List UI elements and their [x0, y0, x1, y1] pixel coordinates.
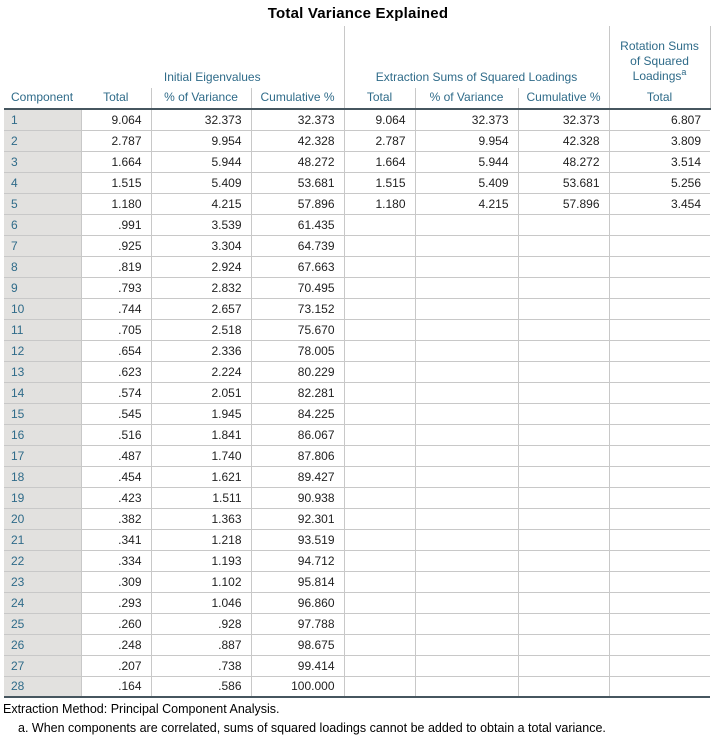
extraction-total-cell: 1.664: [344, 151, 415, 172]
extraction-total-cell: [344, 487, 415, 508]
initial-cumulative-pct-cell: 98.675: [251, 634, 344, 655]
extraction-pct-variance-cell: 4.215: [415, 193, 518, 214]
table-row: [4, 340, 710, 361]
initial-pct-variance-cell: 1.945: [151, 403, 251, 424]
extraction-pct-variance-cell: [415, 298, 518, 319]
extraction-total-cell: [344, 403, 415, 424]
extraction-total-cell: [344, 550, 415, 571]
table-row: [4, 193, 710, 214]
extraction-total-cell: [344, 319, 415, 340]
component-cell: 16: [4, 424, 81, 445]
table-row: [4, 634, 710, 655]
initial-total-cell: 1.180: [81, 193, 151, 214]
rotation-total-cell: [609, 487, 710, 508]
table-row: [4, 424, 710, 445]
extraction-cumulative-pct-cell: 53.681: [518, 172, 609, 193]
initial-total-cell: .248: [81, 634, 151, 655]
extraction-sums-group-header: Extraction Sums of Squared Loadings: [344, 26, 609, 88]
initial-cumulative-pct-cell: 82.281: [251, 382, 344, 403]
extraction-pct-variance-cell: [415, 676, 518, 697]
extraction-cumulative-pct-cell: [518, 550, 609, 571]
initial-pct-variance-cell: 1.102: [151, 571, 251, 592]
initial-pct-variance-cell: 5.944: [151, 151, 251, 172]
initial-total-cell: .293: [81, 592, 151, 613]
table-row: [4, 151, 710, 172]
extraction-cumulative-pct-cell: [518, 466, 609, 487]
table-row: [4, 403, 710, 424]
rotation-total-cell: [609, 340, 710, 361]
initial-pct-variance-cell: 5.409: [151, 172, 251, 193]
extraction-pct-variance-cell: 5.409: [415, 172, 518, 193]
initial-total-cell: .925: [81, 235, 151, 256]
extraction-total-cell: [344, 529, 415, 550]
extraction-total-cell: [344, 613, 415, 634]
table-row: [4, 361, 710, 382]
extraction-pct-variance-cell: [415, 340, 518, 361]
initial-cumulative-pct-cell: 87.806: [251, 445, 344, 466]
initial-pct-variance-cell: 2.657: [151, 298, 251, 319]
initial-cumulative-pct-cell: 80.229: [251, 361, 344, 382]
initial-cumulative-pct-cell: 96.860: [251, 592, 344, 613]
extraction-total-cell: [344, 340, 415, 361]
extraction-pct-variance-header: % of Variance: [415, 88, 518, 109]
table-row: [4, 550, 710, 571]
component-cell: 1: [4, 109, 81, 130]
initial-total-cell: .819: [81, 256, 151, 277]
component-cell: 5: [4, 193, 81, 214]
table-row: [4, 235, 710, 256]
extraction-total-cell: [344, 634, 415, 655]
extraction-cumulative-pct-cell: [518, 571, 609, 592]
initial-cumulative-pct-cell: 53.681: [251, 172, 344, 193]
extraction-pct-variance-cell: [415, 550, 518, 571]
component-cell: 21: [4, 529, 81, 550]
component-cell: 23: [4, 571, 81, 592]
initial-pct-variance-cell: 9.954: [151, 130, 251, 151]
rotation-total-cell: [609, 634, 710, 655]
rotation-total-cell: [609, 592, 710, 613]
initial-pct-variance-cell: 1.218: [151, 529, 251, 550]
table-row: [4, 298, 710, 319]
component-cell: 7: [4, 235, 81, 256]
initial-total-cell: .744: [81, 298, 151, 319]
extraction-total-cell: [344, 676, 415, 697]
rotation-total-cell: [609, 508, 710, 529]
rotation-total-cell: 3.514: [609, 151, 710, 172]
initial-cumulative-pct-cell: 90.938: [251, 487, 344, 508]
component-cell: 10: [4, 298, 81, 319]
table-row: [4, 277, 710, 298]
initial-pct-variance-cell: 32.373: [151, 109, 251, 130]
initial-pct-variance-cell: 2.051: [151, 382, 251, 403]
extraction-pct-variance-cell: [415, 487, 518, 508]
component-cell: 26: [4, 634, 81, 655]
extraction-total-cell: 1.180: [344, 193, 415, 214]
table-row: [4, 676, 710, 697]
extraction-pct-variance-cell: [415, 256, 518, 277]
initial-cumulative-pct-cell: 73.152: [251, 298, 344, 319]
initial-total-cell: .793: [81, 277, 151, 298]
component-cell: 17: [4, 445, 81, 466]
table-row: [4, 130, 710, 151]
extraction-pct-variance-cell: [415, 403, 518, 424]
initial-total-cell: 1.664: [81, 151, 151, 172]
extraction-cumulative-pct-cell: [518, 424, 609, 445]
footnote-marker-a: a: [681, 67, 687, 77]
table-row: [4, 613, 710, 634]
rotation-total-cell: [609, 424, 710, 445]
extraction-cumulative-pct-cell: [518, 214, 609, 235]
extraction-pct-variance-cell: [415, 424, 518, 445]
extraction-total-header: Total: [344, 88, 415, 109]
initial-total-cell: .423: [81, 487, 151, 508]
extraction-pct-variance-cell: 9.954: [415, 130, 518, 151]
table-row: [4, 382, 710, 403]
extraction-total-cell: [344, 298, 415, 319]
table-row: [4, 109, 710, 130]
table-title: Total Variance Explained: [267, 5, 449, 22]
extraction-pct-variance-cell: [415, 634, 518, 655]
footnote-a-text: a. When components are correlated, sums of squared loadings cannot be added to obtain a total variance.: [18, 721, 606, 735]
rotation-total-header: Total: [609, 88, 710, 109]
initial-total-cell: .334: [81, 550, 151, 571]
extraction-pct-variance-cell: [415, 571, 518, 592]
rotation-total-cell: 5.256: [609, 172, 710, 193]
initial-pct-variance-cell: 1.193: [151, 550, 251, 571]
initial-cumulative-pct-cell: 84.225: [251, 403, 344, 424]
initial-total-cell: .623: [81, 361, 151, 382]
extraction-pct-variance-cell: [415, 319, 518, 340]
extraction-cumulative-pct-cell: [518, 256, 609, 277]
initial-total-cell: .991: [81, 214, 151, 235]
initial-total-cell: .516: [81, 424, 151, 445]
initial-total-cell: 2.787: [81, 130, 151, 151]
extraction-cumulative-pct-cell: [518, 361, 609, 382]
initial-pct-variance-cell: 4.215: [151, 193, 251, 214]
table-body: [4, 109, 710, 697]
rotation-total-cell: [609, 655, 710, 676]
extraction-cumulative-pct-cell: 57.896: [518, 193, 609, 214]
initial-pct-variance-cell: 2.224: [151, 361, 251, 382]
extraction-pct-variance-cell: [415, 361, 518, 382]
initial-total-cell: .487: [81, 445, 151, 466]
extraction-total-cell: [344, 445, 415, 466]
rotation-sums-group-header: [609, 26, 710, 88]
rotation-total-cell: [609, 277, 710, 298]
initial-pct-variance-cell: 1.621: [151, 466, 251, 487]
initial-pct-variance-cell: 1.841: [151, 424, 251, 445]
initial-pct-variance-cell: .887: [151, 634, 251, 655]
rotation-total-cell: [609, 256, 710, 277]
component-cell: 15: [4, 403, 81, 424]
initial-pct-variance-header: % of Variance: [151, 88, 251, 109]
extraction-cumulative-pct-cell: [518, 382, 609, 403]
extraction-pct-variance-cell: 5.944: [415, 151, 518, 172]
rotation-total-cell: [609, 214, 710, 235]
initial-total-cell: .654: [81, 340, 151, 361]
extraction-method-note: Extraction Method: Principal Component Analysis.: [3, 702, 280, 716]
component-cell: 27: [4, 655, 81, 676]
table-row: [4, 256, 710, 277]
rotation-total-cell: [609, 571, 710, 592]
table-row: [4, 508, 710, 529]
extraction-total-cell: 1.515: [344, 172, 415, 193]
initial-cumulative-pct-cell: 61.435: [251, 214, 344, 235]
rotation-total-cell: [609, 676, 710, 697]
initial-pct-variance-cell: 2.518: [151, 319, 251, 340]
rotation-total-cell: [609, 529, 710, 550]
extraction-total-cell: [344, 466, 415, 487]
initial-cumulative-pct-cell: 78.005: [251, 340, 344, 361]
initial-total-cell: .207: [81, 655, 151, 676]
extraction-total-cell: [344, 235, 415, 256]
component-cell: 19: [4, 487, 81, 508]
extraction-total-cell: [344, 508, 415, 529]
initial-eigenvalues-group-header: Initial Eigenvalues: [163, 70, 261, 84]
initial-total-cell: .705: [81, 319, 151, 340]
extraction-total-cell: [344, 361, 415, 382]
extraction-cumulative-pct-cell: 32.373: [518, 109, 609, 130]
extraction-pct-variance-cell: [415, 214, 518, 235]
extraction-total-cell: [344, 214, 415, 235]
component-cell: 6: [4, 214, 81, 235]
initial-pct-variance-cell: 2.924: [151, 256, 251, 277]
rotation-group-label: Rotation Sums of Squared Loadings: [620, 39, 699, 83]
extraction-total-cell: [344, 571, 415, 592]
extraction-cumulative-pct-cell: [518, 319, 609, 340]
initial-pct-variance-cell: 3.304: [151, 235, 251, 256]
extraction-pct-variance-cell: [415, 508, 518, 529]
table-row: [4, 529, 710, 550]
component-cell: 28: [4, 676, 81, 697]
initial-pct-variance-cell: 1.363: [151, 508, 251, 529]
initial-cumulative-pct-cell: 93.519: [251, 529, 344, 550]
extraction-cumulative-pct-cell: [518, 445, 609, 466]
extraction-cumulative-pct-cell: [518, 235, 609, 256]
extraction-pct-variance-cell: [415, 655, 518, 676]
rotation-total-cell: [609, 613, 710, 634]
initial-cumulative-pct-cell: 67.663: [251, 256, 344, 277]
component-cell: 13: [4, 361, 81, 382]
component-cell: 18: [4, 466, 81, 487]
initial-total-cell: 9.064: [81, 109, 151, 130]
extraction-pct-variance-cell: [415, 529, 518, 550]
rotation-total-cell: [609, 361, 710, 382]
initial-pct-variance-cell: .586: [151, 676, 251, 697]
initial-cumulative-pct-cell: 97.788: [251, 613, 344, 634]
extraction-cumulative-pct-cell: [518, 298, 609, 319]
extraction-cumulative-pct-header: Cumulative %: [518, 88, 609, 109]
initial-cumulative-pct-cell: 75.670: [251, 319, 344, 340]
component-cell: 25: [4, 613, 81, 634]
total-variance-explained-table: [4, 26, 711, 698]
initial-cumulative-pct-cell: 70.495: [251, 277, 344, 298]
extraction-total-cell: [344, 592, 415, 613]
initial-cumulative-pct-cell: 57.896: [251, 193, 344, 214]
initial-cumulative-pct-cell: 64.739: [251, 235, 344, 256]
extraction-total-cell: [344, 655, 415, 676]
initial-total-cell: 1.515: [81, 172, 151, 193]
rotation-total-cell: [609, 445, 710, 466]
initial-cumulative-pct-cell: 100.000: [251, 676, 344, 697]
component-cell: 4: [4, 172, 81, 193]
initial-cumulative-pct-cell: 89.427: [251, 466, 344, 487]
extraction-pct-variance-cell: 32.373: [415, 109, 518, 130]
extraction-cumulative-pct-cell: [518, 403, 609, 424]
extraction-pct-variance-cell: [415, 445, 518, 466]
initial-pct-variance-cell: 3.539: [151, 214, 251, 235]
rotation-total-cell: [609, 319, 710, 340]
component-column-header: Component: [4, 26, 81, 109]
extraction-cumulative-pct-cell: [518, 592, 609, 613]
component-cell: 3: [4, 151, 81, 172]
component-cell: 12: [4, 340, 81, 361]
rotation-total-cell: [609, 466, 710, 487]
initial-cumulative-pct-cell: 32.373: [251, 109, 344, 130]
initial-cumulative-pct-header: Cumulative %: [251, 88, 344, 109]
table-row: [4, 487, 710, 508]
extraction-cumulative-pct-cell: [518, 634, 609, 655]
extraction-cumulative-pct-cell: 42.328: [518, 130, 609, 151]
initial-total-cell: .545: [81, 403, 151, 424]
initial-cumulative-pct-cell: 86.067: [251, 424, 344, 445]
initial-cumulative-pct-cell: 42.328: [251, 130, 344, 151]
extraction-cumulative-pct-cell: [518, 487, 609, 508]
extraction-cumulative-pct-cell: [518, 676, 609, 697]
rotation-total-cell: [609, 382, 710, 403]
rotation-total-cell: [609, 298, 710, 319]
sub-header-row: [4, 88, 710, 109]
component-cell: 8: [4, 256, 81, 277]
initial-total-cell: .309: [81, 571, 151, 592]
component-cell: 22: [4, 550, 81, 571]
extraction-total-cell: [344, 277, 415, 298]
table-row: [4, 319, 710, 340]
extraction-total-cell: [344, 382, 415, 403]
rotation-total-cell: 6.807: [609, 109, 710, 130]
table-header: [4, 26, 710, 109]
rotation-total-cell: [609, 235, 710, 256]
initial-total-cell: .574: [81, 382, 151, 403]
component-cell: 11: [4, 319, 81, 340]
initial-cumulative-pct-cell: 94.712: [251, 550, 344, 571]
extraction-pct-variance-cell: [415, 382, 518, 403]
component-cell: 24: [4, 592, 81, 613]
extraction-cumulative-pct-cell: [518, 508, 609, 529]
rotation-total-cell: [609, 403, 710, 424]
initial-cumulative-pct-cell: 99.414: [251, 655, 344, 676]
extraction-cumulative-pct-cell: [518, 529, 609, 550]
initial-total-cell: .164: [81, 676, 151, 697]
rotation-total-cell: 3.809: [609, 130, 710, 151]
initial-cumulative-pct-cell: 95.814: [251, 571, 344, 592]
initial-pct-variance-cell: .928: [151, 613, 251, 634]
table-row: [4, 571, 710, 592]
initial-pct-variance-cell: .738: [151, 655, 251, 676]
extraction-pct-variance-cell: [415, 277, 518, 298]
component-cell: 9: [4, 277, 81, 298]
extraction-total-cell: [344, 424, 415, 445]
table-row: [4, 445, 710, 466]
initial-pct-variance-cell: 1.511: [151, 487, 251, 508]
extraction-pct-variance-cell: [415, 466, 518, 487]
component-cell: 14: [4, 382, 81, 403]
extraction-cumulative-pct-cell: [518, 340, 609, 361]
extraction-pct-variance-cell: [415, 613, 518, 634]
table-row: [4, 214, 710, 235]
initial-total-cell: .454: [81, 466, 151, 487]
initial-total-cell: .382: [81, 508, 151, 529]
initial-total-header: Total: [81, 88, 151, 109]
component-cell: 2: [4, 130, 81, 151]
table-row: [4, 172, 710, 193]
initial-pct-variance-cell: 1.740: [151, 445, 251, 466]
extraction-total-cell: 2.787: [344, 130, 415, 151]
extraction-cumulative-pct-cell: [518, 613, 609, 634]
table-row: [4, 655, 710, 676]
initial-pct-variance-cell: 1.046: [151, 592, 251, 613]
component-cell: 20: [4, 508, 81, 529]
extraction-pct-variance-cell: [415, 235, 518, 256]
initial-total-cell: .260: [81, 613, 151, 634]
initial-total-cell: .341: [81, 529, 151, 550]
extraction-cumulative-pct-cell: [518, 277, 609, 298]
extraction-cumulative-pct-cell: [518, 655, 609, 676]
initial-pct-variance-cell: 2.832: [151, 277, 251, 298]
extraction-cumulative-pct-cell: 48.272: [518, 151, 609, 172]
extraction-total-cell: 9.064: [344, 109, 415, 130]
initial-cumulative-pct-cell: 92.301: [251, 508, 344, 529]
rotation-total-cell: [609, 550, 710, 571]
initial-pct-variance-cell: 2.336: [151, 340, 251, 361]
initial-cumulative-pct-cell: 48.272: [251, 151, 344, 172]
table-row: [4, 466, 710, 487]
extraction-total-cell: [344, 256, 415, 277]
table-row: [4, 592, 710, 613]
group-header-row: [4, 26, 710, 88]
extraction-pct-variance-cell: [415, 592, 518, 613]
rotation-total-cell: 3.454: [609, 193, 710, 214]
